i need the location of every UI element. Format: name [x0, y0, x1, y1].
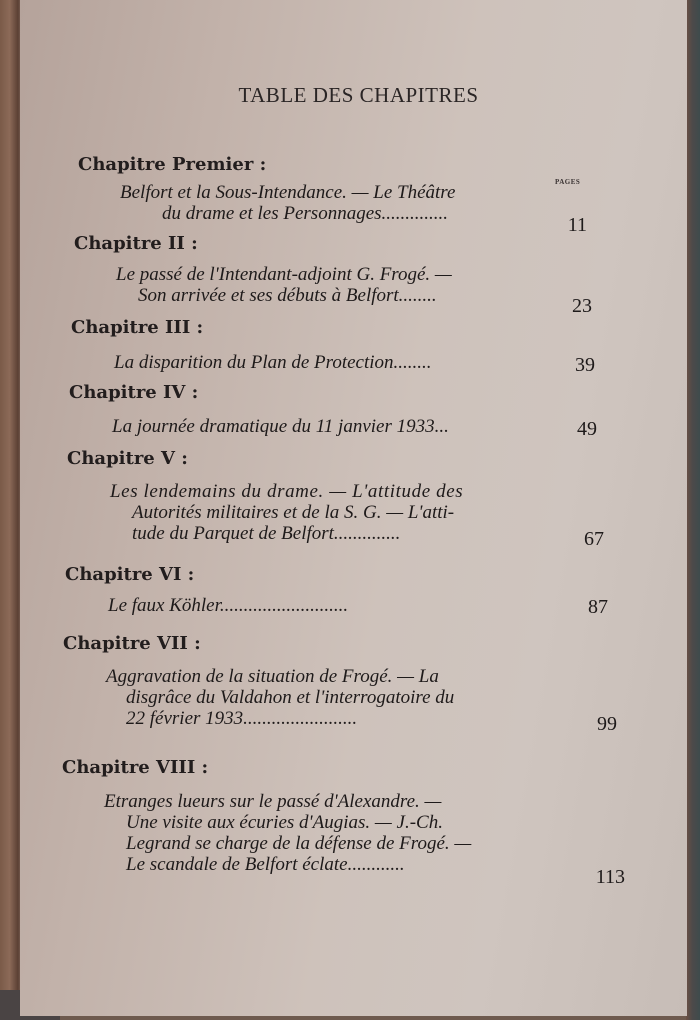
- chapter-heading: Chapitre VII :: [63, 633, 201, 654]
- toc-entry-chapter-8[interactable]: [62, 757, 208, 779]
- chapter-3-page-number: 39: [575, 354, 595, 376]
- chapter-5-page-number: 67: [584, 528, 604, 550]
- chapter-4-page-number: 49: [577, 418, 597, 440]
- chapter-3-title: La disparition du Plan de Protection........: [114, 352, 432, 373]
- chapter-heading: Chapitre IV :: [69, 382, 199, 403]
- chapter-6-title: Le faux Köhler...........................: [108, 595, 349, 616]
- chapter-5-title: Les lendemains du drame. — L'attitude des Autorités militaires et de la S. G. — L'atti- tude du Parquet de Belfort..............: [110, 481, 464, 544]
- toc-entry-chapter-6[interactable]: [65, 564, 194, 586]
- page-right-edge: [686, 0, 700, 1020]
- toc-entry-chapter-5[interactable]: [67, 448, 188, 470]
- toc-entry-chapter-4[interactable]: [69, 382, 198, 404]
- chapter-2-page-number: 23: [572, 295, 592, 317]
- chapter-8-title: Etranges lueurs sur le passé d'Alexandre. — Une visite aux écuries d'Augias. — J.-Ch. Legrand se charge de la défense de Frogé. — Le scandale de Belfort éclate............: [104, 791, 472, 875]
- chapter-heading: Chapitre II :: [74, 233, 198, 254]
- toc-entry-chapter-3[interactable]: [71, 317, 203, 339]
- chapter-1-page-number: 11: [567, 214, 587, 236]
- toc-entry-chapter-2[interactable]: [74, 233, 198, 255]
- chapter-7-title: Aggravation de la situation de Frogé. — La disgrâce du Valdahon et l'interrogatoire du 22 février 1933........................: [106, 666, 455, 729]
- page-title: TABLE DES CHAPITRES: [238, 83, 479, 107]
- chapter-1-title: Belfort et la Sous-Intendance. — Le Théâtre du drame et les Personnages..............: [120, 182, 456, 224]
- toc-entry-chapter-7[interactable]: [63, 633, 201, 655]
- chapter-heading: Chapitre VIII :: [62, 757, 209, 778]
- chapter-2-title: Le passé de l'Intendant-adjoint G. Frogé. — Son arrivée et ses débuts à Belfort........: [116, 264, 452, 306]
- chapter-heading: Chapitre V :: [67, 448, 188, 469]
- chapter-8-page-number: 113: [595, 866, 625, 888]
- chapter-heading: Chapitre VI :: [65, 564, 195, 585]
- chapter-heading: Chapitre III :: [71, 317, 204, 338]
- chapter-6-page-number: 87: [588, 596, 608, 618]
- chapter-4-title: La journée dramatique du 11 janvier 1933...: [112, 416, 449, 437]
- pages-column-label: PAGES: [555, 178, 581, 186]
- chapter-7-page-number: 99: [597, 713, 617, 735]
- toc-entry-chapter-1[interactable]: [78, 154, 266, 176]
- book-page: [20, 0, 687, 1016]
- chapter-heading: Chapitre Premier :: [78, 154, 267, 175]
